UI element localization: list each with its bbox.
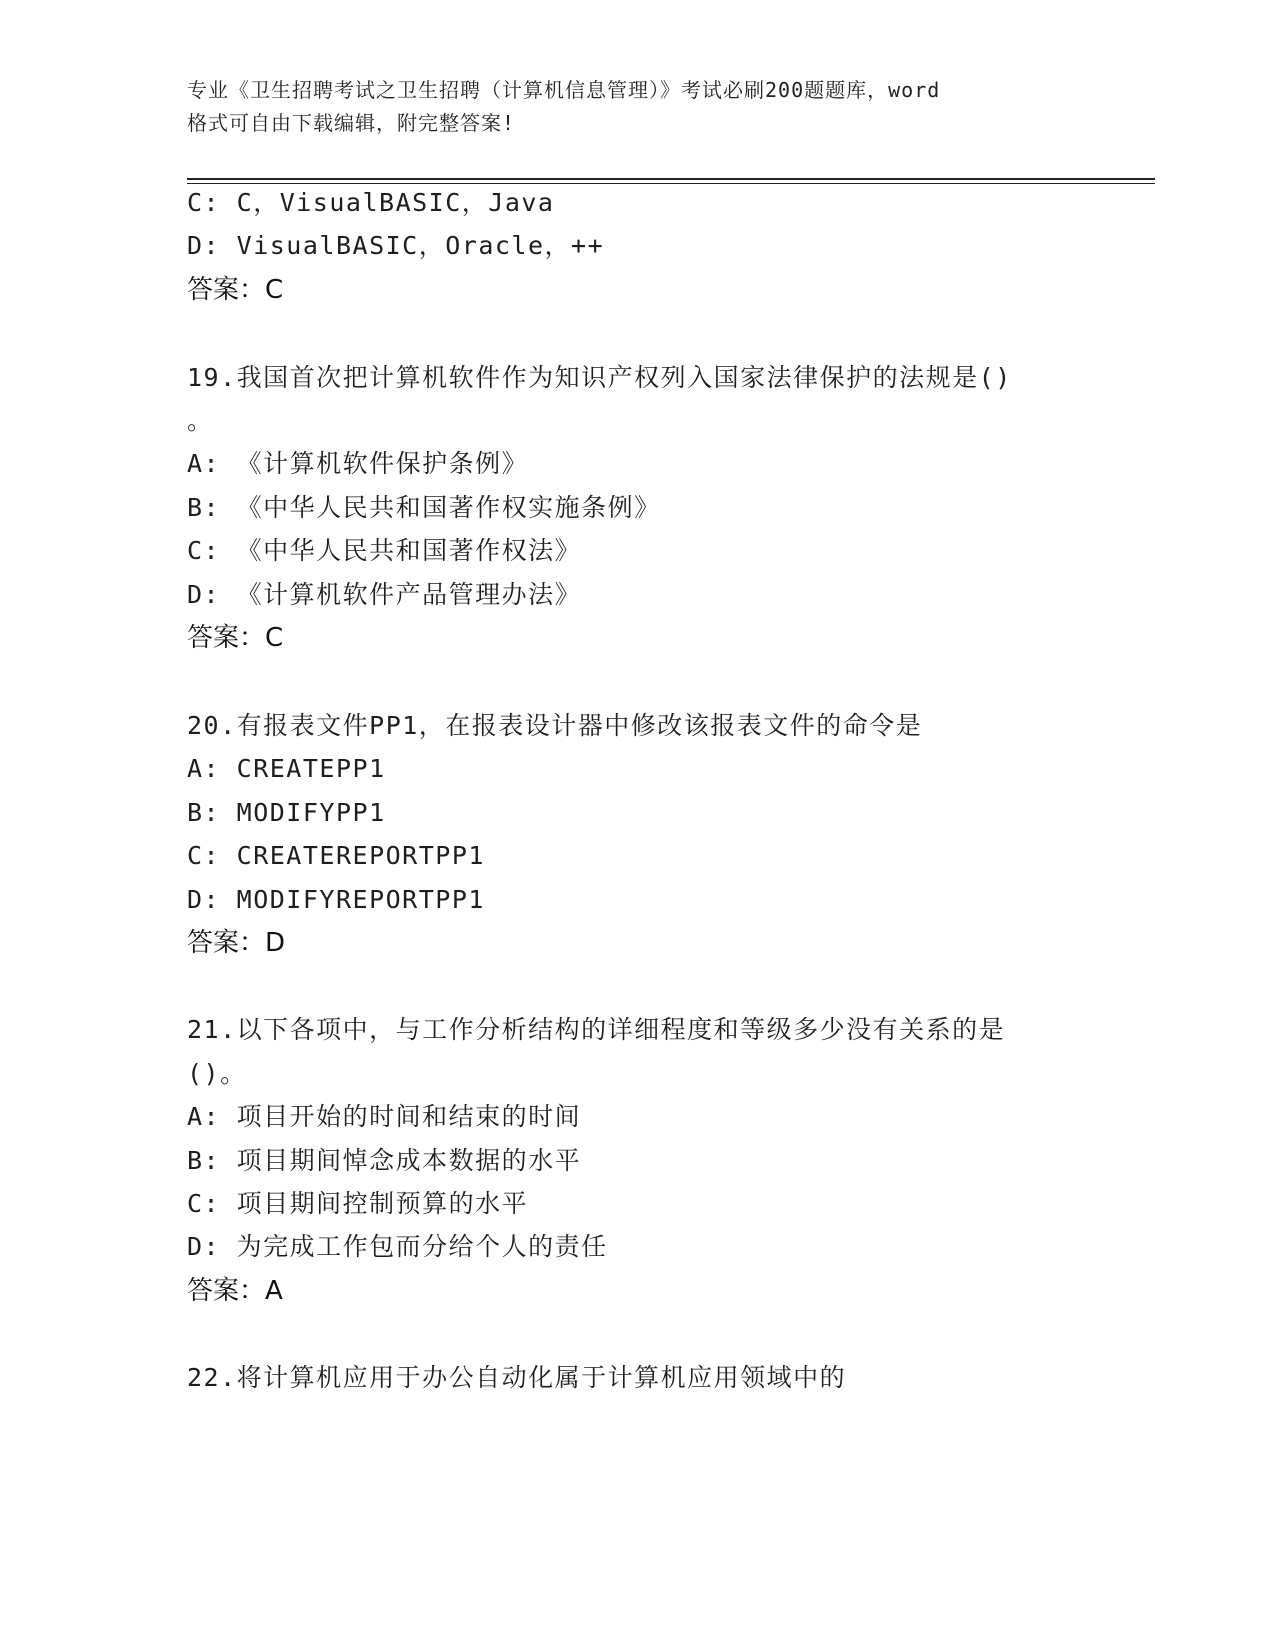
q19-option-b: B: 《中华人民共和国著作权实施条例》: [187, 493, 661, 522]
q19-stem-cont: 。: [187, 406, 214, 435]
header-line-2: 格式可自由下载编辑，附完整答案!: [187, 111, 516, 135]
q20-option-d: D: MODIFYREPORTPP1: [187, 885, 485, 914]
q20-answer: 答案：D: [187, 928, 286, 958]
q21-option-a: A: 项目开始的时间和结束的时间: [187, 1102, 582, 1131]
q19-option-c: C: 《中华人民共和国著作权法》: [187, 536, 582, 565]
header-divider: [187, 178, 1155, 180]
prev-answer: 答案：C: [187, 275, 284, 305]
q19-option-d: D: 《计算机软件产品管理办法》: [187, 580, 582, 609]
q20-option-a: A: CREATEPP1: [187, 754, 386, 783]
q21-option-c: C: 项目期间控制预算的水平: [187, 1189, 529, 1218]
q21-answer: 答案：A: [187, 1276, 283, 1306]
prev-option-d: D: VisualBASIC，Oracle，++: [187, 231, 605, 260]
q19-answer: 答案：C: [187, 623, 284, 653]
q20-option-c: C: CREATEREPORTPP1: [187, 841, 485, 870]
prev-option-c: C: C，VisualBASIC，Java: [187, 188, 555, 217]
header-line-1: 专业《卫生招聘考试之卫生招聘（计算机信息管理）》考试必刷200题题库，word: [187, 78, 941, 102]
q21-option-b: B: 项目期间悼念成本数据的水平: [187, 1146, 582, 1175]
q21-option-d: D: 为完成工作包而分给个人的责任: [187, 1232, 608, 1261]
document-header: [187, 74, 1087, 140]
q20-stem: 20.有报表文件PP1，在报表设计器中修改该报表文件的命令是: [187, 711, 923, 740]
q21-stem-cont: ()。: [187, 1059, 247, 1088]
q22-stem: 22.将计算机应用于办公自动化属于计算机应用领域中的: [187, 1363, 847, 1392]
q21-stem: 21.以下各项中，与工作分析结构的详细程度和等级多少没有关系的是: [187, 1015, 1006, 1044]
header-divider-thin: [187, 183, 1155, 184]
q19-stem: 19.我国首次把计算机软件作为知识产权列入国家法律保护的法规是(): [187, 363, 1012, 392]
q20-option-b: B: MODIFYPP1: [187, 798, 386, 827]
q19-option-a: A: 《计算机软件保护条例》: [187, 449, 529, 478]
